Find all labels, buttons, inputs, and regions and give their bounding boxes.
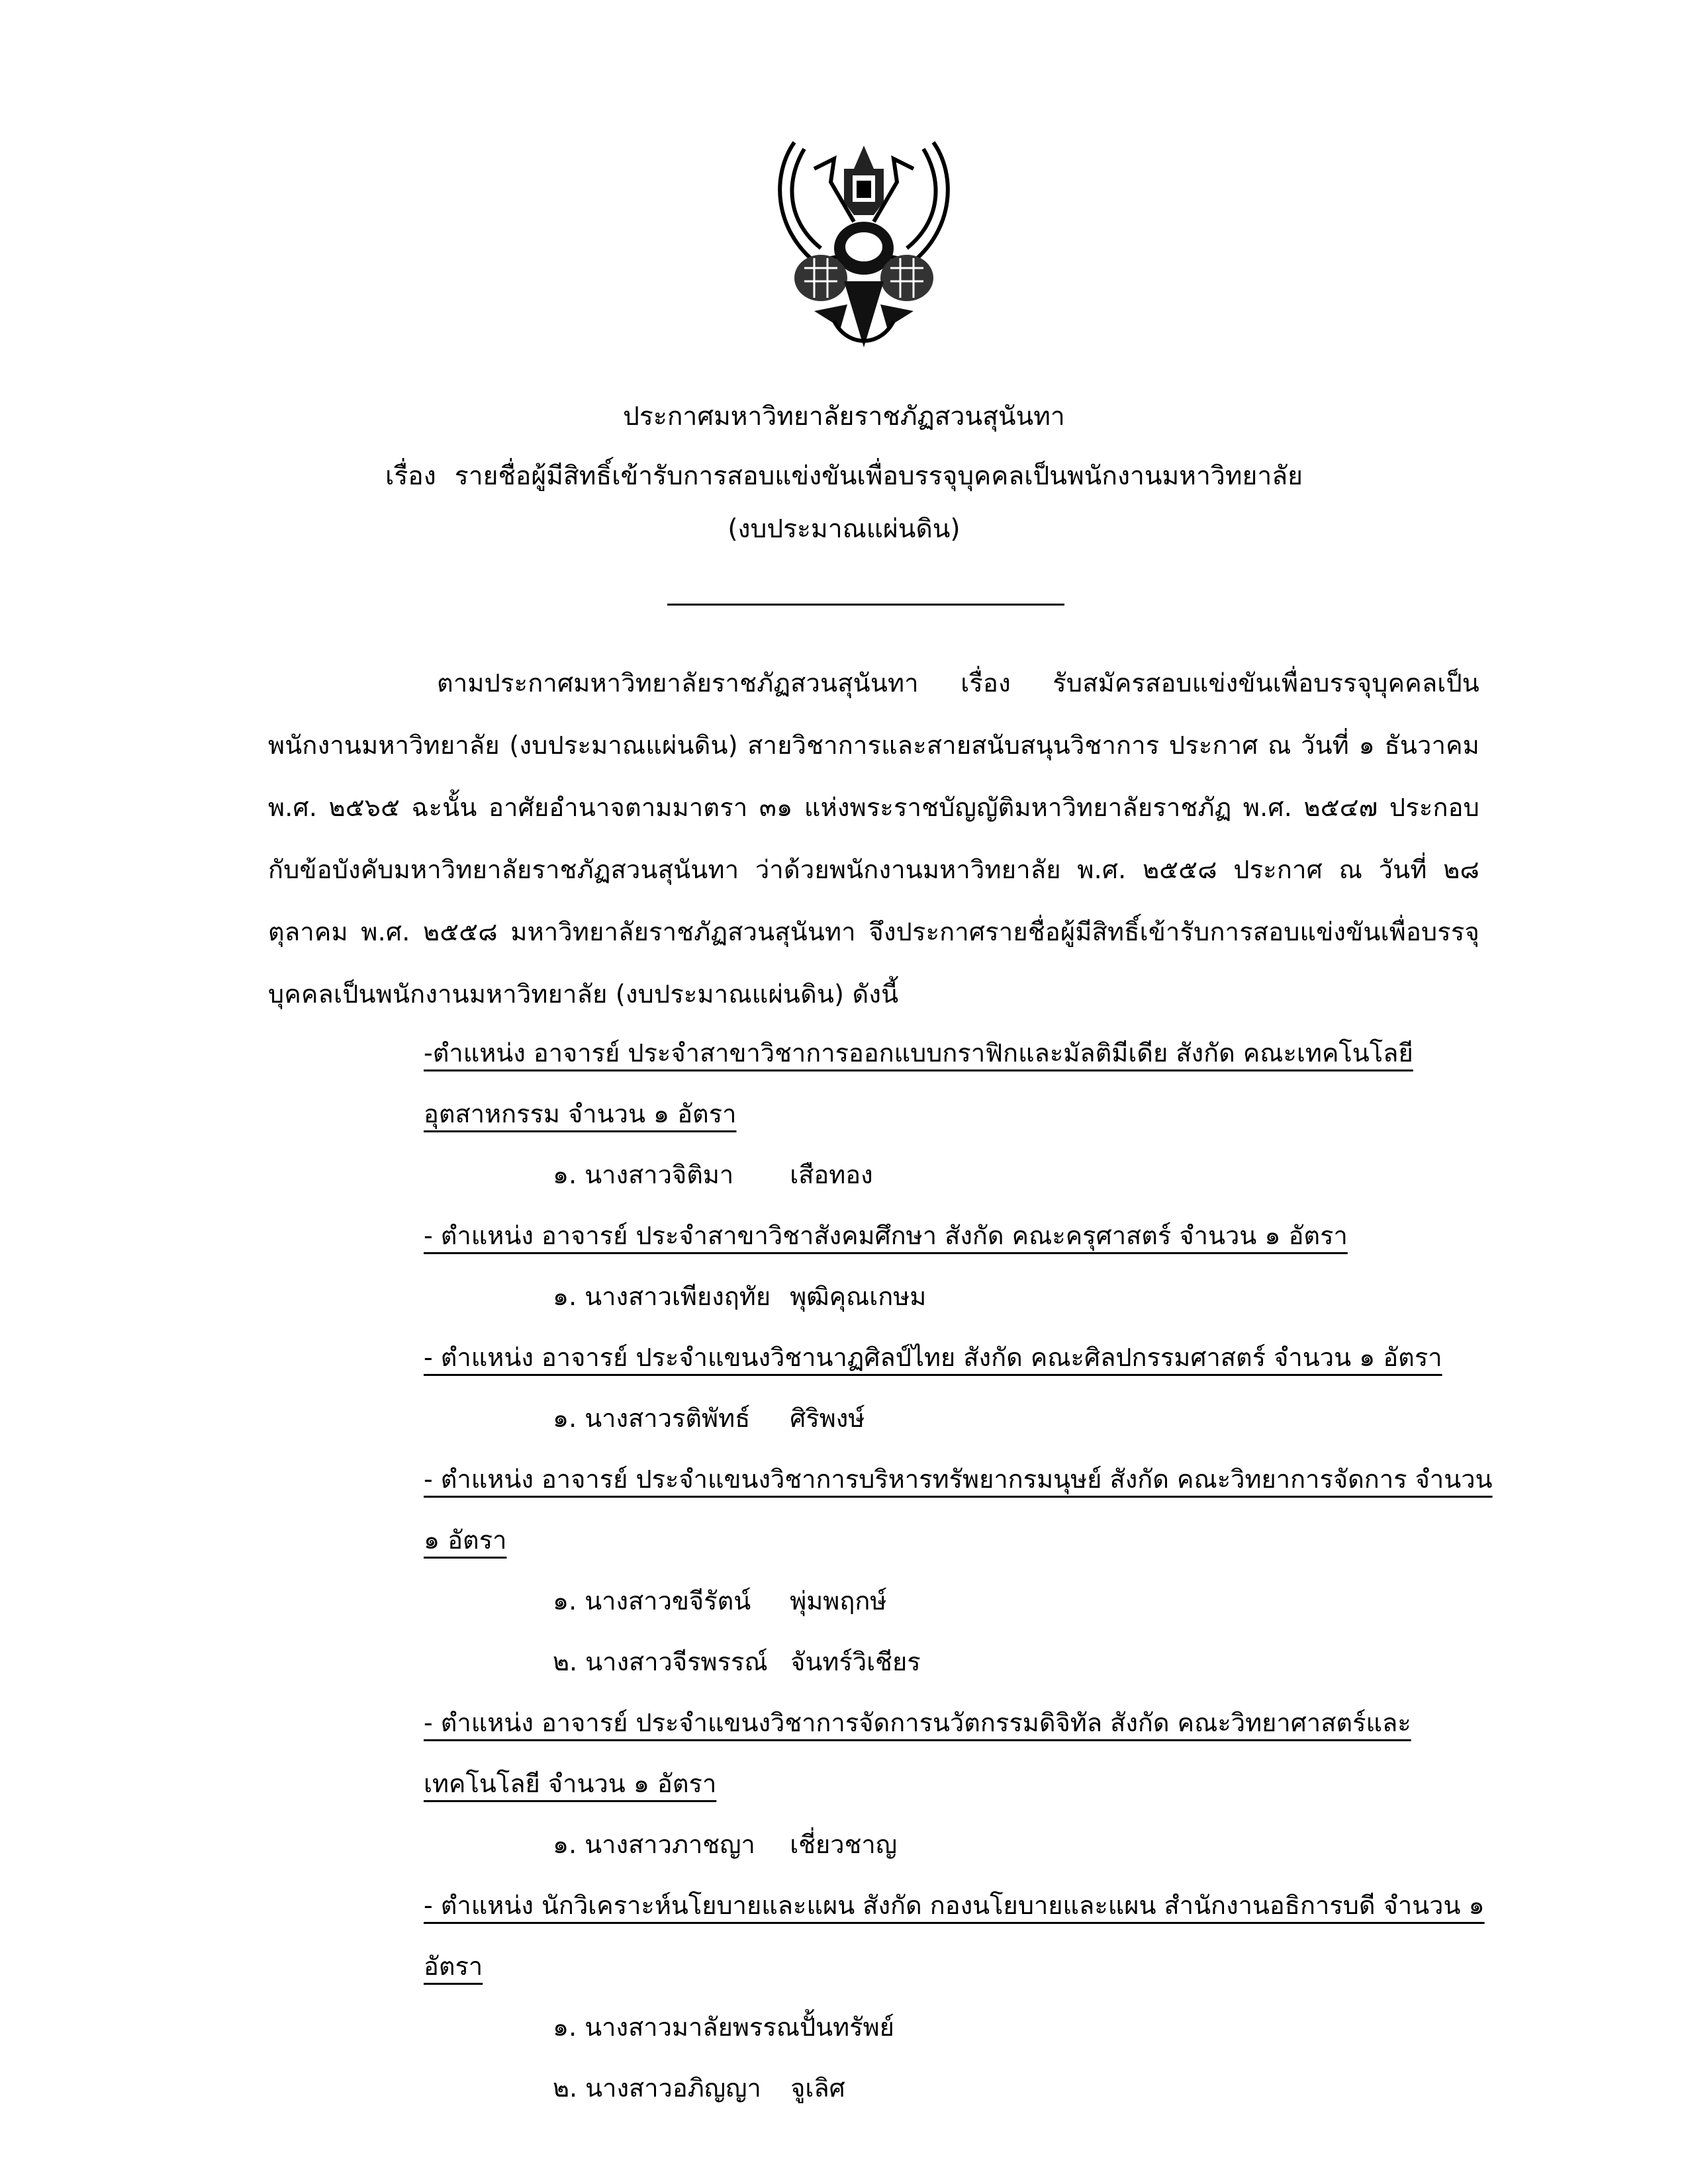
position-heading: - ตำแหน่ง อาจารย์ ประจำแขนงวิชาการจัดการนวัตกรรมดิจิทัล สังกัด คณะวิทยาศาสตร์และเทคโนโลยี จำนวน ๑ อัตรา bbox=[424, 1708, 1411, 1798]
candidate-last-name: จูเลิศ bbox=[790, 2073, 845, 2103]
position-block bbox=[424, 1449, 1496, 1692]
subject-text: รายชื่อผู้มีสิทธิ์เข้ารับการสอบแข่งขันเพื่อบรรจุบุคคลเป็นพนักงานมหาวิทยาลัย bbox=[454, 461, 1303, 491]
position-block bbox=[424, 1692, 1496, 1875]
candidate-row bbox=[424, 1388, 1496, 1449]
candidate-last-name: ปั้นทรัพย์ bbox=[800, 2013, 894, 2042]
candidate-number: ๑. bbox=[553, 2013, 577, 2042]
candidate-number: ๑. bbox=[553, 1160, 577, 1189]
position-block bbox=[424, 1875, 1496, 2118]
candidate-first-name: นางสาวจีรพรรณ์ bbox=[585, 1647, 768, 1676]
candidate-number: ๒. bbox=[553, 2073, 578, 2103]
position-heading: - ตำแหน่ง นักวิเคราะห์นโยบายและแผน สังกัด กองนโยบายและแผน สำนักงานอธิการบดี จำนวน ๑ อัตรา bbox=[424, 1891, 1485, 1981]
body-paragraph: ตามประกาศมหาวิทยาลัยราชภัฏสวนสุนันทา เรื่อง รับสมัครสอบแข่งขันเพื่อบรรจุบุคคลเป็นพนักงานมหาวิทยาลัย (งบประมาณแผ่นดิน) สายวิชาการและสายสนับสนุนวิชาการ ประกาศ ณ วันที่ ๑ ธันวาคม พ.ศ. ๒๕๖๕ ฉะนั้น อาศัยอำนาจตามมาตรา ๓๑ แห่งพระราชบัญญัติมหาวิทยาลัยราชภัฏ พ.ศ. ๒๕๔๗ ประกอบกับข้อบังคับมหาวิทยาลัยราชภัฏสวนสุนันทา ว่าด้วยพนักงานมหาวิทยาลัย พ.ศ. ๒๕๕๘ ประกาศ ณ วันที่ ๒๘ ตุลาคม พ.ศ. ๒๕๕๘ มหาวิทยาลัยราชภัฏสวนสุนันทา จึงประกาศรายชื่อผู้มีสิทธิ์เข้ารับการสอบแข่งขันเพื่อบรรจุบุคคลเป็นพนักงานมหาวิทยาลัย (งบประมาณแผ่นดิน) ดังนี้ bbox=[268, 668, 1479, 1009]
candidate-first-name: นางสาวอภิญญา bbox=[585, 2073, 761, 2103]
candidate-last-name: ศิริพงษ์ bbox=[790, 1404, 865, 1433]
candidate-last-name: จันทร์วิเชียร bbox=[790, 1647, 921, 1676]
candidate-last-name: เสือทอง bbox=[790, 1160, 873, 1189]
candidate-number: ๑. bbox=[553, 1830, 577, 1859]
candidate-row bbox=[424, 1997, 1496, 2058]
positions-list bbox=[424, 1023, 1496, 2118]
candidate-row bbox=[424, 1266, 1496, 1327]
header-divider bbox=[667, 604, 1064, 606]
position-heading: - ตำแหน่ง อาจารย์ ประจำแขนงวิชาการบริหารทรัพยากรมนุษย์ สังกัด คณะวิทยาการจัดการ จำนวน ๑ อัตรา bbox=[424, 1465, 1493, 1555]
document-subject bbox=[0, 457, 1688, 496]
candidate-last-name: พุฒิคุณเกษม bbox=[790, 1282, 927, 1311]
candidate-first-name: นางสาวขจีรัตน์ bbox=[585, 1586, 751, 1615]
subject-label: เรื่อง bbox=[385, 461, 436, 491]
candidate-row bbox=[424, 1814, 1496, 1875]
position-heading: - ตำแหน่ง อาจารย์ ประจำแขนงวิชานาฏศิลป์ไทย สังกัด คณะศิลปกรรมศาสตร์ จำนวน ๑ อัตรา bbox=[424, 1343, 1442, 1372]
candidate-last-name: เชี่ยวชาญ bbox=[790, 1830, 898, 1859]
candidate-row bbox=[424, 1631, 1496, 1692]
candidate-first-name: นางสาวรติพัทธ์ bbox=[585, 1404, 751, 1433]
candidate-number: ๑. bbox=[553, 1404, 577, 1433]
position-heading: -ตำแหน่ง อาจารย์ ประจำสาขาวิชาการออกแบบกราฟิกและมัลติมีเดีย สังกัด คณะเทคโนโลยีอุตสาหกรรม จำนวน ๑ อัตรา bbox=[424, 1038, 1413, 1128]
document-title: ประกาศมหาวิทยาลัยราชภัฏสวนสุนันทา bbox=[623, 402, 1065, 432]
candidate-first-name: นางสาวภาชญา bbox=[585, 1830, 755, 1859]
candidate-first-name: นางสาวเพียงฤทัย bbox=[585, 1282, 771, 1311]
position-block bbox=[424, 1327, 1496, 1449]
candidate-row bbox=[424, 1570, 1496, 1631]
candidate-row bbox=[424, 1144, 1496, 1205]
garuda-emblem-icon bbox=[768, 129, 960, 361]
position-heading: - ตำแหน่ง อาจารย์ ประจำสาขาวิชาสังคมศึกษา สังกัด คณะครุศาสตร์ จำนวน ๑ อัตรา bbox=[424, 1221, 1348, 1250]
candidate-first-name: นางสาวจิติมา bbox=[585, 1160, 734, 1189]
candidate-row bbox=[424, 2058, 1496, 2118]
candidate-number: ๒. bbox=[553, 1647, 578, 1676]
candidate-last-name: พุ่มพฤกษ์ bbox=[790, 1586, 887, 1615]
position-block bbox=[424, 1023, 1496, 1205]
candidate-first-name: นางสาวมาลัยพรรณ bbox=[585, 2013, 800, 2042]
budget-note: (งบประมาณแผ่นดิน) bbox=[727, 514, 961, 544]
candidate-number: ๑. bbox=[553, 1282, 577, 1311]
position-block bbox=[424, 1205, 1496, 1327]
candidate-number: ๑. bbox=[553, 1586, 577, 1615]
